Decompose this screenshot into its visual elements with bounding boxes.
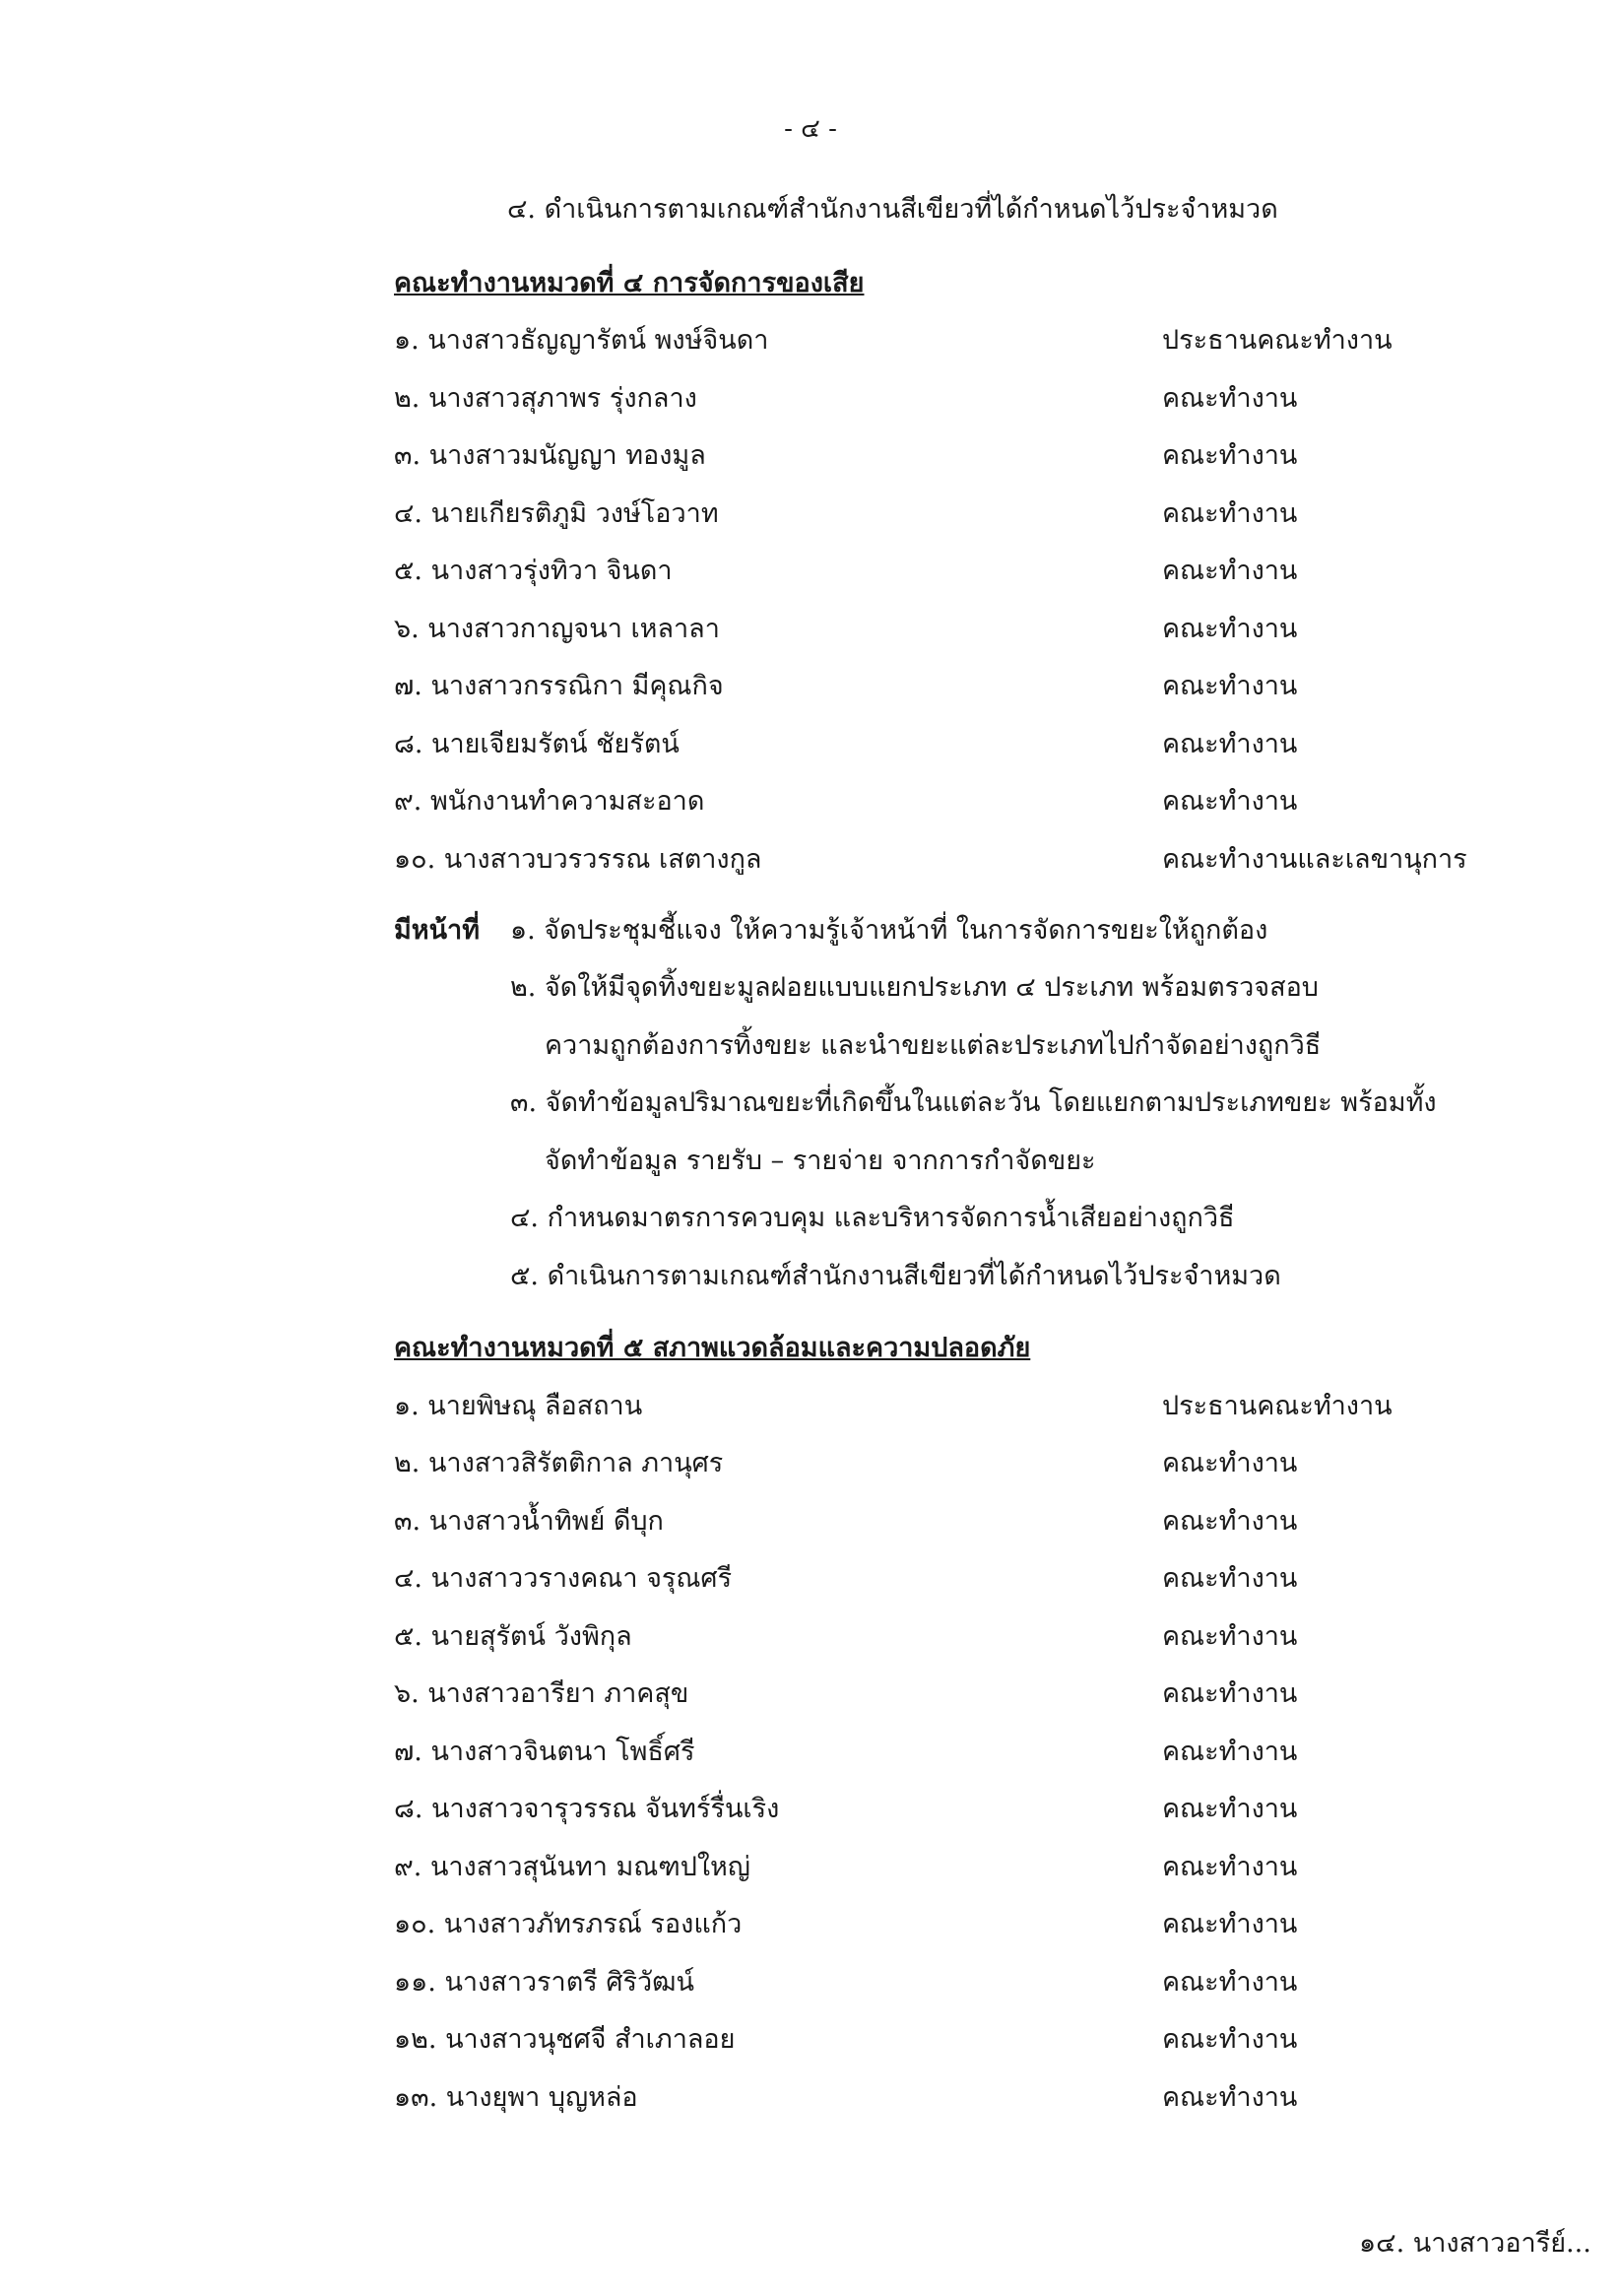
member-name: ๖. นางสาวอารียา ภาคสุข — [394, 1678, 689, 1709]
member-row — [394, 549, 1517, 588]
member-role: คณะทำงาน — [1162, 1967, 1298, 1998]
member-name: ๘. นางสาวจารุวรรณ จันทร์รื่นเริง — [394, 1794, 780, 1824]
member-role: คณะทำงาน — [1162, 729, 1298, 759]
member-row — [394, 1960, 1517, 2000]
duty-item: ๕. ดำเนินการตามเกณฑ์สำนักงานสีเขียวที่ได้กำหนดไว้ประจำหมวด — [510, 1261, 1281, 1291]
intro-line: ๔. ดำเนินการตามเกณฑ์สำนักงานสีเขียวที่ได้กำหนดไว้ประจำหมวด — [507, 194, 1278, 225]
member-row — [394, 1672, 1517, 1711]
duty-item-continued: จัดทำข้อมูล รายรับ – รายจ่าย จากการกำจัดขยะ — [545, 1146, 1096, 1176]
member-name: ๕. นายสุรัตน์ วังพิกุล — [394, 1621, 632, 1652]
member-row — [394, 1787, 1517, 1826]
member-role: คณะทำงาน — [1162, 671, 1298, 701]
member-name: ๒. นางสาวสิรัตติกาล ภานุศร — [394, 1448, 724, 1478]
member-role: คณะทำงาน — [1162, 556, 1298, 586]
member-row — [394, 1384, 1517, 1423]
member-role: คณะทำงาน — [1162, 1794, 1298, 1824]
member-row — [394, 837, 1517, 877]
duties-label: มีหน้าที่ — [394, 915, 481, 946]
member-row — [394, 779, 1517, 819]
member-row — [394, 1902, 1517, 1941]
member-row — [394, 664, 1517, 703]
member-name: ๑๐. นางสาวภัทรภรณ์ รองแก้ว — [394, 1909, 743, 1939]
member-role: คณะทำงาน — [1162, 614, 1298, 644]
member-role: คณะทำงาน — [1162, 498, 1298, 529]
member-row — [394, 1730, 1517, 1769]
member-name: ๔. นายเกียรติภูมิ วงษ์โอวาท — [394, 498, 719, 529]
member-row — [394, 2075, 1517, 2115]
member-row — [394, 1499, 1517, 1539]
duty-item: ๑. จัดประชุมชี้แจง ให้ความรู้เจ้าหน้าที่ ในการจัดการขยะให้ถูกต้อง — [510, 915, 1268, 946]
member-row — [394, 318, 1517, 358]
member-name: ๒. นางสาวสุภาพร รุ่งกลาง — [394, 383, 697, 414]
member-name: ๖. นางสาวกาญจนา เหลาลา — [394, 614, 720, 644]
page-number: - ๔ - — [784, 114, 837, 144]
member-name: ๗. นางสาวจินตนา โพธิ์ศรี — [394, 1737, 695, 1767]
member-name: ๙. นางสาวสุนันทา มณฑปใหญ่ — [394, 1852, 750, 1882]
duty-item: ๓. จัดทำข้อมูลปริมาณขยะที่เกิดขึ้นในแต่ละวัน โดยแยกตามประเภทขยะ พร้อมทั้ง — [510, 1087, 1437, 1118]
member-row — [394, 376, 1517, 416]
member-name: ๔. นางสาววรางคณา จรุณศรี — [394, 1563, 733, 1594]
member-name: ๓. นางสาวมนัญญา ทองมูล — [394, 440, 706, 471]
duty-item: ๒. จัดให้มีจุดทิ้งขยะมูลฝอยแบบแยกประเภท ๔ ประเภท พร้อมตรวจสอบ — [510, 972, 1319, 1003]
member-row — [394, 1845, 1517, 1884]
member-row — [394, 607, 1517, 646]
member-row — [394, 492, 1517, 531]
member-name: ๗. นางสาวกรรณิกา มีคุณกิจ — [394, 671, 724, 701]
member-role: คณะทำงาน — [1162, 1852, 1298, 1882]
member-role: คณะทำงาน — [1162, 1448, 1298, 1478]
member-role: คณะทำงาน — [1162, 440, 1298, 471]
member-role: คณะทำงาน — [1162, 1506, 1298, 1537]
member-name: ๘. นายเจียมรัตน์ ชัยรัตน์ — [394, 729, 680, 759]
member-name: ๕. นางสาวรุ่งทิวา จินดา — [394, 556, 673, 586]
duty-item-continued: ความถูกต้องการทิ้งขยะ และนำขยะแต่ละประเภทไปกำจัดอย่างถูกวิธี — [545, 1030, 1322, 1061]
member-name: ๑. นางสาวธัญญารัตน์ พงษ์จินดา — [394, 325, 769, 356]
member-role: คณะทำงาน — [1162, 383, 1298, 414]
member-role: คณะทำงานและเลขานุการ — [1162, 844, 1467, 875]
member-name: ๑๓. นางยุพา บุญหล่อ — [394, 2082, 638, 2113]
member-name: ๑๒. นางสาวนุชศจี สำเภาลอย — [394, 2024, 736, 2055]
member-name: ๙. พนักงานทำความสะอาด — [394, 786, 705, 817]
member-role: ประธานคณะทำงาน — [1162, 325, 1393, 356]
section4-heading: คณะทำงานหมวดที่ ๔ การจัดการของเสีย — [394, 268, 865, 298]
member-name: ๑๐. นางสาวบวรวรรณ เสตางกูล — [394, 844, 762, 875]
duty-item: ๔. กำหนดมาตรการควบคุม และบริหารจัดการน้ำเสียอย่างถูกวิธี — [510, 1203, 1235, 1233]
member-role: คณะทำงาน — [1162, 1737, 1298, 1767]
member-role: ประธานคณะทำงาน — [1162, 1391, 1393, 1421]
member-role: คณะทำงาน — [1162, 1678, 1298, 1709]
member-row — [394, 722, 1517, 761]
member-row — [394, 1556, 1517, 1596]
member-role: คณะทำงาน — [1162, 1909, 1298, 1939]
member-role: คณะทำงาน — [1162, 1621, 1298, 1652]
member-row — [394, 2017, 1517, 2057]
member-row — [394, 433, 1517, 473]
footer-continuation: ๑๔. นางสาวอารีย์... — [1359, 2228, 1591, 2259]
member-name: ๓. นางสาวน้ำทิพย์ ดีบุก — [394, 1506, 664, 1537]
section5-heading: คณะทำงานหมวดที่ ๕ สภาพแวดล้อมและความปลอดภัย — [394, 1333, 1031, 1363]
member-role: คณะทำงาน — [1162, 2024, 1298, 2055]
member-name: ๑๑. นางสาวราตรี ศิริวัฒน์ — [394, 1967, 694, 1998]
member-role: คณะทำงาน — [1162, 1563, 1298, 1594]
member-role: คณะทำงาน — [1162, 786, 1298, 817]
member-name: ๑. นายพิษณุ ลือสถาน — [394, 1391, 643, 1421]
member-row — [394, 1614, 1517, 1654]
member-role: คณะทำงาน — [1162, 2082, 1298, 2113]
member-row — [394, 1441, 1517, 1480]
